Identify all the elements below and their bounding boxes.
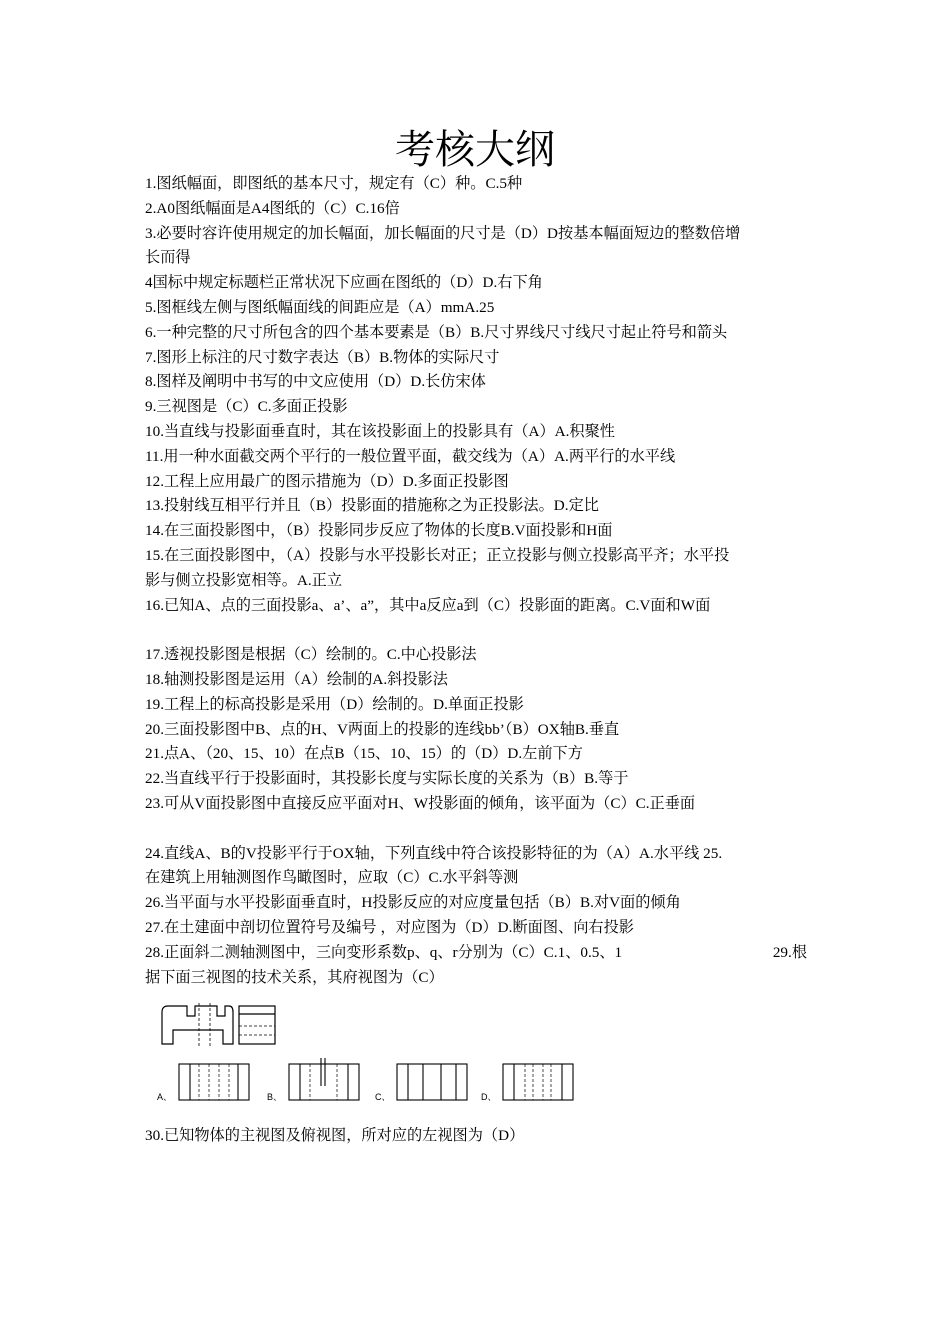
option-a-label: A、 [157, 1092, 173, 1103]
item-3-continued: 长而得 [145, 249, 191, 267]
item-11: 11.用一种水面截交两个平行的一般位置平面，截交线为（A）A.两平行的水平线 [145, 447, 676, 465]
item-22: 22.当直线平行于投影面时，其投影长度与实际长度的关系为（B）B.等于 [145, 770, 629, 788]
item-28-row [145, 941, 807, 966]
document-body [145, 172, 807, 1149]
option-b-view [289, 1058, 359, 1100]
item-9: 9.三视图是（C）C.多面正投影 [145, 398, 348, 416]
item-14: 14.在三面投影图中，（B）投影同步反应了物体的长度B.V面投影和H面 [145, 522, 613, 540]
option-c-view [397, 1064, 467, 1100]
item-15: 15.在三面投影图中，（A）投影与水平投影长对正；正立投影与侧立投影高平齐；水平投 [145, 546, 730, 564]
item-26: 26.当平面与水平投影面垂直时，H投影反应的对应度量包括（B）B.对V面的倾角 [145, 894, 681, 912]
item-3: 3.必要时容许使用规定的加长幅面，加长幅面的尺寸是（D）D按基本幅面短边的整数倍增 [145, 224, 741, 242]
item-17: 17.透视投影图是根据（C）绘制的。C.中心投影法 [145, 646, 477, 664]
item-18: 18.轴测投影图是运用（A）绘制的A.斜投影法 [145, 670, 448, 688]
item-19: 19.工程上的标高投影是采用（D）绘制的。D.单面正投影 [145, 695, 524, 713]
item-23: 23.可从V面投影图中直接反应平面对H、W投影面的倾角，该平面为（C）C.正垂面 [145, 794, 696, 812]
projection-diagram [157, 1000, 597, 1108]
item-27: 27.在土建面中剖切位置符号及编号 ，对应图为（D）D.断面图、向右投影 [145, 918, 634, 936]
item-13: 13.投射线互相平行并且（B）投影面的措施称之为正投影法。D.定比 [145, 497, 599, 515]
item-4: 4国标中规定标题栏正常状况下应画在图纸的（D）D.右下角 [145, 274, 543, 292]
item-8: 8.图样及阐明中书写的中文应使用（D）D.长仿宋体 [145, 373, 486, 391]
item-2: 2.A0图纸幅面是A4图纸的（C）C.16倍 [145, 199, 400, 217]
blank-line [145, 817, 807, 842]
item-16: 16.已知A、点的三面投影a、a’、a”，其中a反应a到（C）投影面的距离。C.V面和W面 [145, 596, 711, 614]
option-a-view [179, 1064, 249, 1100]
item-7: 7.图形上标注的尺寸数字表达（B）B.物体的实际尺寸 [145, 348, 500, 366]
item-21: 21.点A、（20、15、10）在点B（15、10、15）的（D）D.左前下方 [145, 745, 583, 763]
item-12: 12.工程上应用最广的图示措施为（D）D.多面正投影图 [145, 472, 509, 490]
three-view-figure [145, 994, 807, 1124]
item-10: 10.当直线与投影面垂直时，其在该投影面上的投影具有（A）A.积聚性 [145, 422, 615, 440]
option-c-label: C、 [375, 1092, 391, 1103]
item-29: 据下面三视图的技术关系，其府视图为（C） [145, 968, 444, 986]
item-28: 28.正面斜二测轴测图中，三向变形系数p、q、r分别为（C）C.1、0.5、1 [145, 943, 623, 961]
item-20: 20.三面投影图中B、点的H、V两面上的投影的连线bb’（B）OX轴B.垂直 [145, 720, 620, 738]
blank-line [145, 618, 807, 643]
item-30: 30.已知物体的主视图及俯视图，所对应的左视图为（D） [145, 1127, 525, 1145]
item-29-start: 29.根 [772, 943, 807, 961]
item-6: 6.一种完整的尺寸所包含的四个基本要素是（B）B.尺寸界线尺寸线尺寸起止符号和箭头 [145, 323, 728, 341]
option-d-label: D、 [481, 1092, 497, 1103]
item-1: 1.图纸幅面，即图纸的基本尺寸，规定有（C）种。C.5种 [145, 175, 523, 192]
front-view-shape [162, 1006, 233, 1044]
option-d-view [503, 1064, 573, 1100]
item-5: 5.图框线左侧与图纸幅面线的间距应是（A）mmA.25 [145, 298, 495, 316]
page-title: 考核大纲 [395, 127, 555, 173]
item-25-continued: 在建筑上用轴测图作鸟瞰图时，应取（C）C.水平斜等测 [145, 869, 519, 887]
side-view-shape [239, 1006, 275, 1044]
option-b-label: B、 [267, 1092, 283, 1103]
item-24: 24.直线A、B的V投影平行于OX轴，下列直线中符合该投影特征的为（A）A.水平线 25. [145, 844, 723, 862]
item-15-continued: 影与侧立投影宽相等。A.正立 [145, 571, 343, 589]
